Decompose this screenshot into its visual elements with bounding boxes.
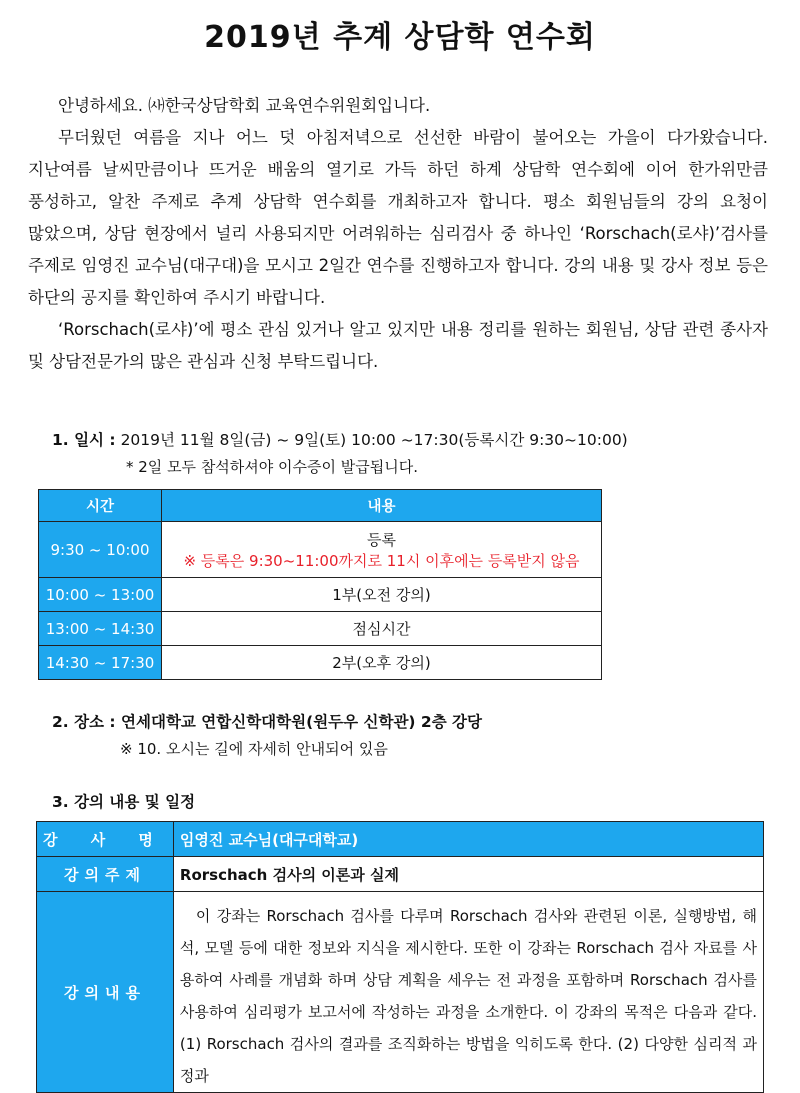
section-venue bbox=[52, 710, 482, 732]
section-date bbox=[52, 428, 628, 450]
registration-warning: ※ 등록은 9:30~11:00까지로 11시 이후에는 등록받지 않음 bbox=[183, 551, 580, 570]
topic-label: 강의주제 bbox=[37, 857, 174, 892]
section-date-value: 2019년 11월 8일(금) ~ 9일(토) 10:00 ~17:30(등록시간 9:30~10:00) bbox=[120, 431, 628, 449]
schedule-table bbox=[38, 489, 602, 680]
instructor-label: 강 사 명 bbox=[37, 822, 174, 857]
schedule-time: 14:30 ~ 17:30 bbox=[39, 646, 162, 680]
schedule-row bbox=[39, 578, 602, 612]
schedule-content bbox=[162, 522, 602, 578]
schedule-header-time: 시간 bbox=[39, 490, 162, 522]
intro-paragraph-1: 무더웠던 여름을 지나 어느 덧 아침저녁으로 선선한 바람이 불어오는 가을이 다가왔습니다. 지난여름 날씨만큼이나 뜨거운 배움의 열기로 가득 하던 하계 상담학 연수회에 이어 한가위만큼 풍성하고, 알찬 주제로 추계 상담학 연수회를 개최하고자 합니다. 평소 회원님들의 강의 요청이 많았으며, 상담 현장에서 널리 사용되지만 어려워하는 심리검사 중 하나인 ‘Rorschach(로샤)’검사를 주제로 임영진 교수님(대구대)을 모시고 2일간 연수를 진행하고자 합니다. 강의 내용 및 강사 정보 등은 하단의 공지를 확인하여 주시기 바랍니다. bbox=[28, 128, 768, 307]
greeting: 안녕하세요. ㈔한국상담학회 교육연수위원회입니다. bbox=[58, 96, 431, 115]
schedule-time: 13:00 ~ 14:30 bbox=[39, 612, 162, 646]
content-value bbox=[173, 892, 763, 1093]
section-venue-value: 연세대학교 연합신학대학원(원두우 신학관) 2층 강당 bbox=[121, 713, 483, 731]
lecture-table bbox=[36, 821, 764, 1093]
schedule-header-row bbox=[39, 490, 602, 522]
schedule-time: 10:00 ~ 13:00 bbox=[39, 578, 162, 612]
section-date-label: 1. 일시 : bbox=[52, 431, 116, 449]
instructor-value: 임영진 교수님(대구대학교) bbox=[173, 822, 763, 857]
section-venue-label: 2. 장소 : bbox=[52, 713, 116, 731]
schedule-header-content: 내용 bbox=[162, 490, 602, 522]
section-lecture-heading: 3. 강의 내용 및 일정 bbox=[52, 793, 196, 811]
schedule-row bbox=[39, 612, 602, 646]
schedule-row bbox=[39, 646, 602, 680]
intro-paragraph-2: ‘Rorschach(로샤)’에 평소 관심 있거나 알고 있지만 내용 정리를 원하는 회원님, 상담 관련 종사자 및 상담전문가의 많은 관심과 신청 부탁드립니다. bbox=[28, 320, 768, 371]
schedule-content: 2부(오후 강의) bbox=[162, 646, 602, 680]
lecture-row-topic bbox=[37, 857, 764, 892]
content-text: 이 강좌는 Rorschach 검사를 다루며 Rorschach 검사와 관련된 이론, 실행방법, 해석, 모델 등에 대한 정보와 지식을 제시한다. 또한 이 강좌는 Rorschach 검사 자료를 사용하여 사례를 개념화 하며 상담 계획을 세우는 전 과정을 포함하며 Rorschach 검사를 사용하여 심리평가 보고서에 작성하는 과정을 소개한다. 이 강좌의 목적은 다음과 같다. (1) Rorschach 검사의 결과를 조직화하는 방법을 익히도록 한다. (2) 다양한 심리적 과정과 bbox=[179, 907, 757, 1085]
content-label: 강의내용 bbox=[37, 892, 174, 1093]
page-title: 2019년 추계 상담학 연수회 bbox=[204, 20, 596, 55]
topic-value: Rorschach 검사의 이론과 실제 bbox=[173, 857, 763, 892]
schedule-content-title: 등록 bbox=[367, 530, 396, 549]
schedule-time: 9:30 ~ 10:00 bbox=[39, 522, 162, 578]
section-venue-note: ※ 10. 오시는 길에 자세히 안내되어 있음 bbox=[120, 740, 388, 758]
lecture-row-instructor bbox=[37, 822, 764, 857]
schedule-content: 점심시간 bbox=[162, 612, 602, 646]
section-date-note: * 2일 모두 참석하셔야 이수증이 발급됩니다. bbox=[126, 458, 418, 476]
schedule-row bbox=[39, 522, 602, 578]
lecture-row-content bbox=[37, 892, 764, 1093]
schedule-content: 1부(오전 강의) bbox=[162, 578, 602, 612]
intro-text bbox=[28, 90, 768, 378]
